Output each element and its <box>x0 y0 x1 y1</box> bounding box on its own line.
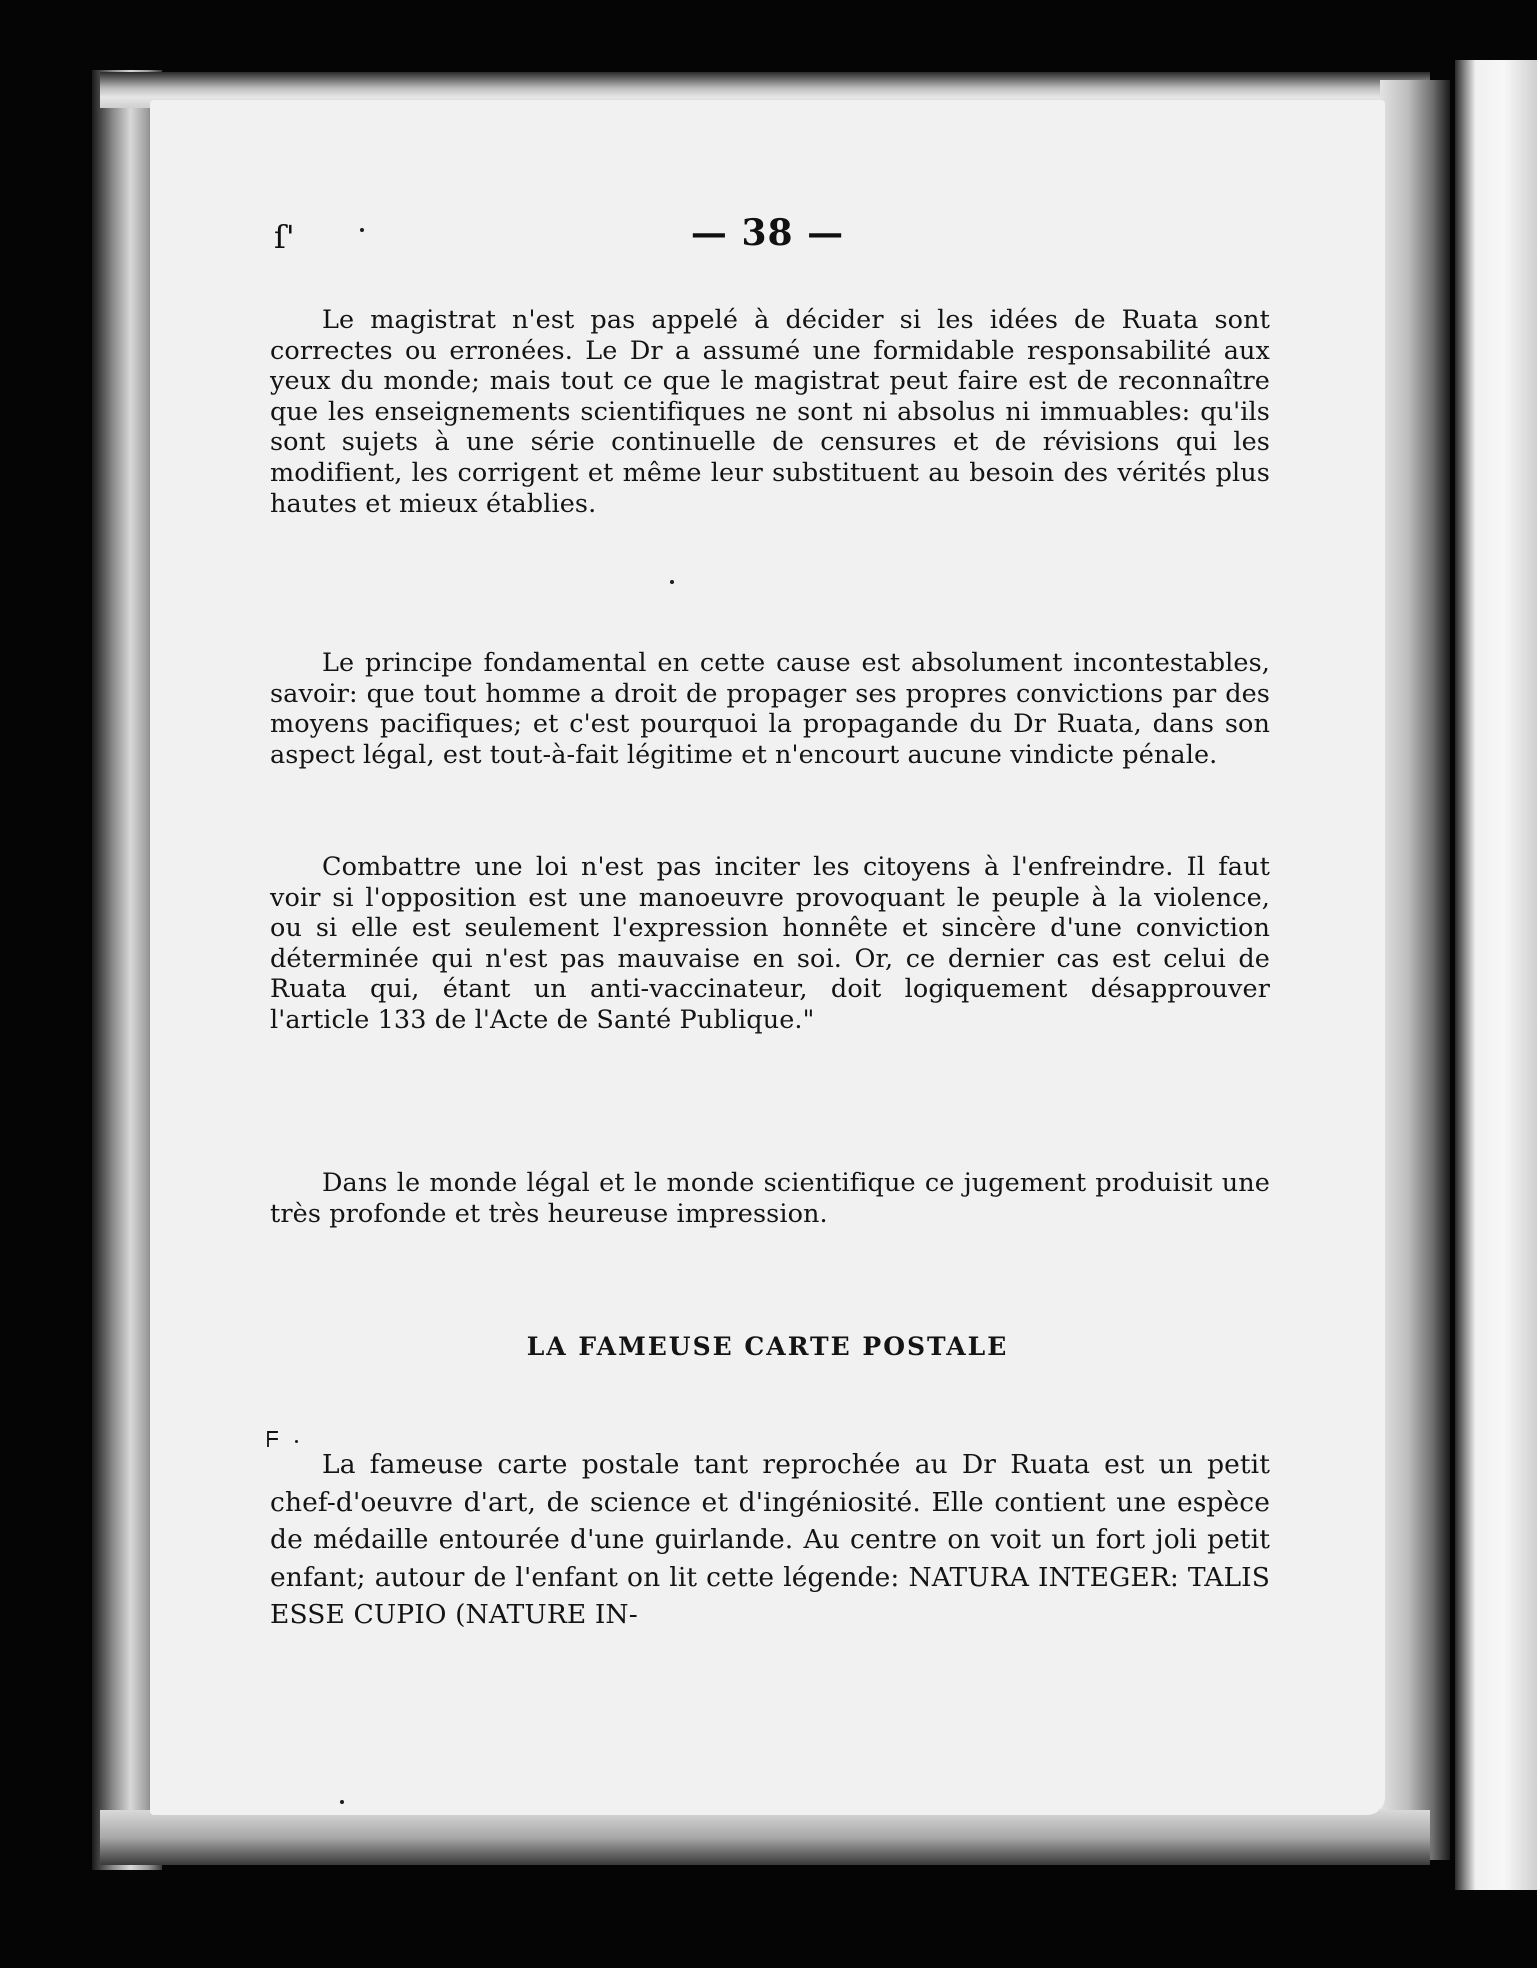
margin-mark: ſ' <box>274 218 295 256</box>
page-number: — 38 — <box>690 212 845 254</box>
page-sheet <box>150 100 1385 1815</box>
ink-speck <box>670 580 674 584</box>
ink-speck <box>360 228 364 232</box>
book-right-edge <box>1380 80 1450 1860</box>
paragraph-4: Dans le monde légal et le monde scientifique ce jugement produisit une très profonde et très heureuse impression. <box>270 1168 1270 1229</box>
section-paragraph: La fameuse carte postale tant reprochée au Dr Ruata est un petit chef-d'oeuvre d'art, de science et d'ingéniosité. Elle contient une espèce de médaille entourée d'une guirlande. Au centre on voit un fort joli petit enfant; autour de l'enfant on lit cette légende: NATURA INTEGER: TALIS ESSE CUPIO (NATURE IN- <box>270 1449 1270 1630</box>
ink-speck <box>340 1800 344 1804</box>
book-bottom-edge <box>100 1810 1430 1865</box>
paragraph-1: Le magistrat n'est pas appelé à décider si les idées de Ruata sont correctes ou erronées. Le Dr a assumé une formidable responsabilité aux yeux du monde; mais tout ce que le magistrat peut faire est de reconnaître que les enseignements scientifiques ne sont ni absolus ni immuables: qu'ils sont sujets à une série continuelle de censures et de révisions qui les modifient, les corrigent et même leur substituent au besoin des vérités plus hautes et mieux établies. <box>270 305 1270 519</box>
adjacent-page-edge <box>1455 60 1537 1890</box>
corner-mark: ᖴ <box>266 1428 280 1453</box>
ink-speck <box>295 1440 298 1443</box>
paragraph-3: Combattre une loi n'est pas inciter les citoyens à l'enfreindre. Il faut voir si l'opposition est une manoeuvre provoquant le peuple à la violence, ou si elle est seulement l'expression honnête et sincère d'une conviction déterminée qui n'est pas mauvaise en soi. Or, ce dernier cas est celui de Ruata qui, étant un anti-vaccinateur, doit logiquement désapprouver l'article 133 de l'Acte de Santé Publique." <box>270 852 1270 1035</box>
paragraph-2: Le principe fondamental en cette cause est absolument incontestables, savoir: que tout homme a droit de propager ses propres convictions par des moyens pacifiques; et c'est pourquoi la propagande du Dr Ruata, dans son aspect légal, est tout-à-fait légitime et n'encourt aucune vindicte pénale. <box>270 648 1270 770</box>
section-heading: LA FAMEUSE CARTE POSTALE <box>526 1332 1009 1361</box>
